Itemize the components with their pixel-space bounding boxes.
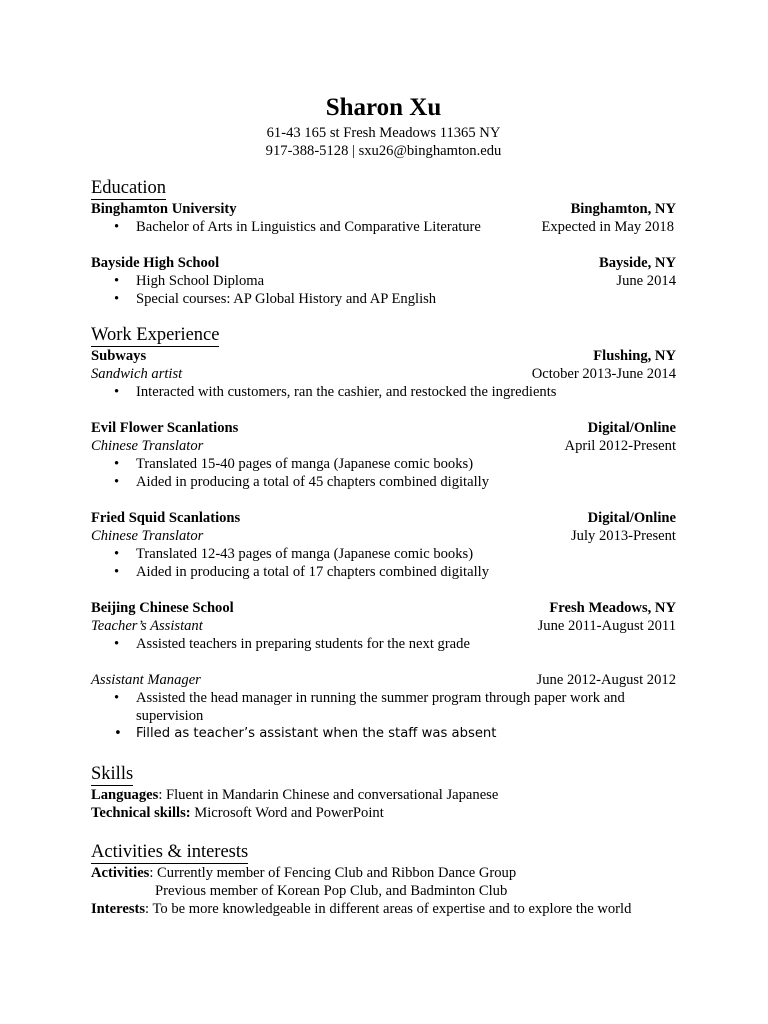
- phone-email-line: 917-388-5128 | sxu26@binghamton.edu: [265, 143, 502, 159]
- skills-heading: Skills: [91, 764, 134, 784]
- job-org: Subways: [91, 348, 147, 364]
- job-role-row: [91, 527, 676, 545]
- school-details: [91, 272, 676, 308]
- job-org: Fried Squid Scanlations: [91, 510, 241, 526]
- job-role-row: [91, 671, 676, 689]
- school-name: Binghamton University: [91, 201, 237, 217]
- activities-heading: Activities & interests: [91, 842, 249, 862]
- job-bullets: [91, 689, 676, 743]
- job-dates: June 2012-August 2012: [536, 672, 676, 688]
- diploma-date: June 2014: [616, 273, 676, 289]
- address-line: 61-43 165 st Fresh Meadows 11365 NY: [266, 125, 501, 141]
- degree-text: • Bachelor of Arts in Linguistics and Comparative Literature: [136, 219, 481, 235]
- job-org-row: [91, 599, 676, 617]
- job-location: Fresh Meadows, NY: [549, 600, 676, 616]
- job-dates: October 2013-June 2014: [531, 366, 676, 382]
- activities-section: [91, 841, 676, 918]
- list-item: • Translated 12-43 pages of manga (Japanese comic books): [91, 545, 676, 563]
- school-row: [91, 200, 676, 218]
- candidate-name: Sharon Xu: [325, 94, 442, 121]
- technical-label: Technical skills:: [91, 805, 191, 821]
- work-section: [91, 324, 676, 743]
- list-item: [91, 290, 676, 308]
- list-item: [91, 272, 676, 290]
- list-item: • Interacted with customers, ran the cashier, and restocked the ingredients: [91, 383, 676, 401]
- school-row: [91, 254, 676, 272]
- resume-content: [91, 92, 676, 918]
- skills-section: [91, 763, 676, 822]
- list-item: • Filled as teacher’s assistant when the staff was absent: [91, 725, 676, 743]
- education-section: [91, 177, 676, 308]
- job-dates: July 2013-Present: [571, 528, 676, 544]
- school-details: [91, 218, 676, 236]
- job-role: Chinese Translator: [91, 528, 204, 544]
- job-bullets: [91, 545, 676, 581]
- list-item: [91, 218, 676, 236]
- education-heading: Education: [91, 178, 167, 198]
- courses-text: Special courses: AP Global History and AP English: [136, 291, 437, 307]
- list-item: • Translated 15-40 pages of manga (Japanese comic books): [91, 455, 676, 473]
- job-role-row: [91, 437, 676, 455]
- job-location: Digital/Online: [587, 420, 676, 436]
- school-location: Binghamton, NY: [570, 201, 676, 217]
- interests-line: [91, 900, 676, 918]
- resume-header: [91, 92, 676, 160]
- job-bullets: [91, 635, 676, 653]
- job-dates: April 2012-Present: [564, 438, 676, 454]
- diploma-text: • High School Diploma: [136, 273, 265, 289]
- list-item: • Assisted teachers in preparing students for the next grade: [91, 635, 676, 653]
- job-dates: June 2011-August 2011: [537, 618, 676, 634]
- activities-line: [91, 864, 676, 882]
- job-org-row: [91, 419, 676, 437]
- list-item: • Aided in producing a total of 17 chapters combined digitally: [91, 563, 676, 581]
- activities-label: Activities: [91, 865, 150, 881]
- technical-value: Microsoft Word and PowerPoint: [190, 805, 384, 821]
- work-heading: Work Experience: [91, 325, 220, 345]
- interests-value: : To be more knowledgeable in different areas of expertise and to explore the world: [145, 901, 632, 917]
- job-org: Beijing Chinese School: [91, 600, 234, 616]
- activities-line-2: Previous member of Korean Pop Club, and Badminton Club: [155, 883, 508, 899]
- job-role-row: [91, 365, 676, 383]
- job-role: Teacher’s Assistant: [91, 618, 203, 634]
- school-name: Bayside High School: [91, 255, 220, 271]
- job-role-row: [91, 617, 676, 635]
- job-location: Flushing, NY: [593, 348, 676, 364]
- job-role: Chinese Translator: [91, 438, 204, 454]
- job-org-row: [91, 347, 676, 365]
- activities-value: : Currently member of Fencing Club and Ribbon Dance Group: [149, 865, 517, 881]
- languages-line: [91, 786, 676, 804]
- list-item: • Aided in producing a total of 45 chapters combined digitally: [91, 473, 676, 491]
- technical-skills-line: [91, 804, 676, 822]
- job-org-row: [91, 509, 676, 527]
- job-location: Digital/Online: [587, 510, 676, 526]
- job-org: Evil Flower Scanlations: [91, 420, 239, 436]
- job-role: Sandwich artist: [91, 366, 183, 382]
- interests-label: Interests: [91, 901, 146, 917]
- list-item: • Assisted the head manager in running the summer program through paper work and supervision: [91, 689, 676, 725]
- job-bullets: [91, 455, 676, 491]
- job-bullets: [91, 383, 676, 401]
- languages-value: : Fluent in Mandarin Chinese and conversational Japanese: [158, 787, 499, 803]
- school-location: Bayside, NY: [598, 255, 676, 271]
- job-role: Assistant Manager: [91, 672, 201, 688]
- languages-label: Languages: [91, 787, 159, 803]
- degree-date: Expected in May 2018: [541, 219, 674, 235]
